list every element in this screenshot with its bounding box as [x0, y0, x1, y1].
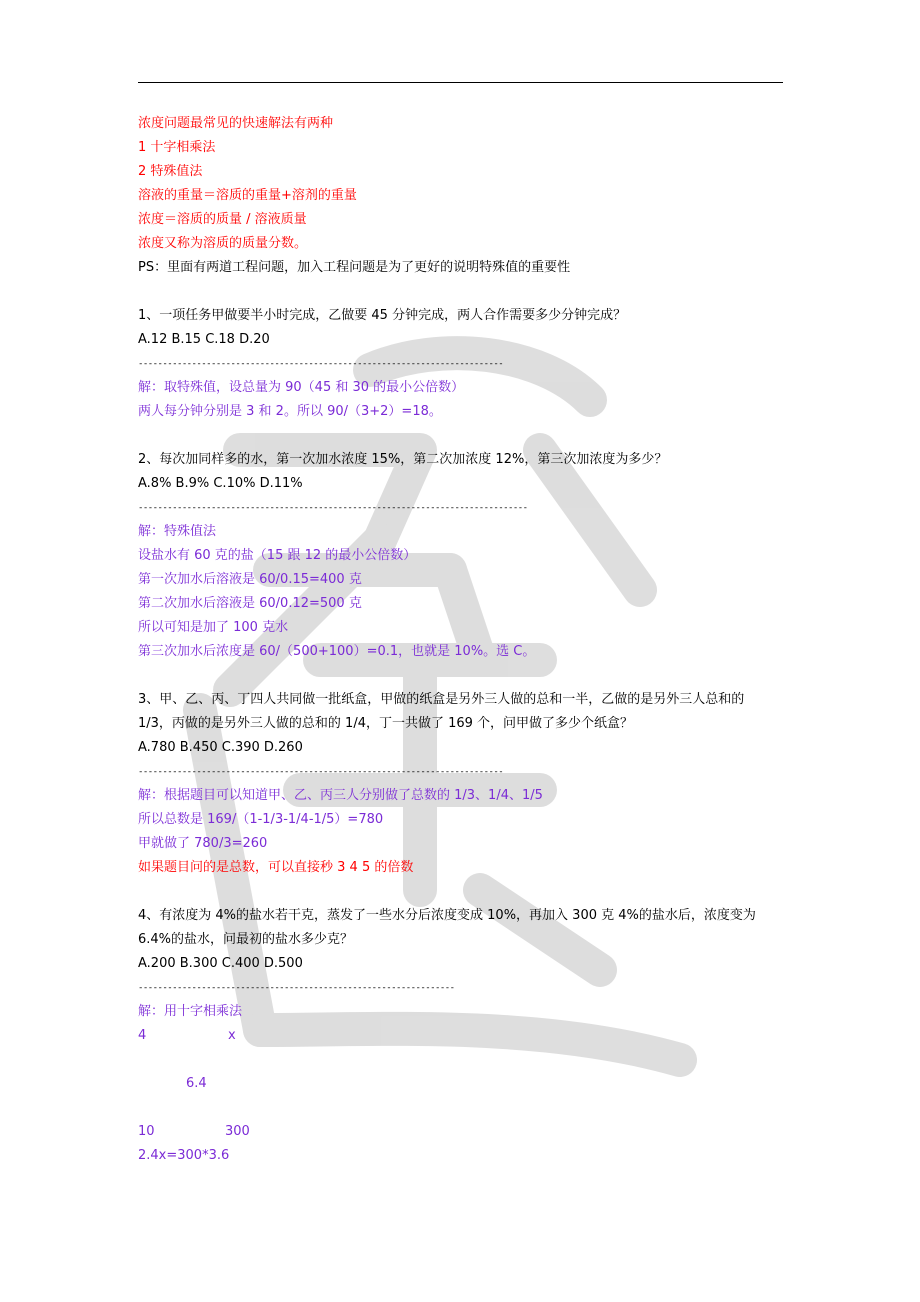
q4-question-line-1: 4、有浓度为 4%的盐水若干克，蒸发了一些水分后浓度变成 10%，再加入 300 克 4%的盐水后，浓度变为 [138, 908, 756, 923]
q3-question-line-2: 1/3，丙做的是另外三人做的总和的 1/4，丁一共做了 169 个，问甲做了多少个纸盒？ [138, 716, 634, 731]
intro-line-6: 浓度又称为溶质的质量分数。 [138, 236, 308, 251]
intro-line-4: 溶液的重量＝溶质的重量+溶剂的重量 [138, 188, 357, 203]
q2-solution-5: 所以可知是加了 100 克水 [138, 620, 289, 635]
header-rule [138, 82, 783, 83]
q2-solution-6: 第三次加水后浓度是 60/（500+100）=0.1，也就是 10%。选 C。 [138, 644, 536, 659]
cross-top-right: x [228, 1028, 236, 1043]
q4-solution-1: 解：用十字相乘法 [138, 1004, 243, 1019]
q3-solution-2: 所以总数是 169/（1-1/3-1/4-1/5）=780 [138, 812, 384, 827]
q1-solution-2: 两人每分钟分别是 3 和 2。所以 90/（3+2）=18。 [138, 404, 442, 419]
q4-equation: 2.4x=300*3.6 [138, 1148, 230, 1163]
q2-divider: -------------------------------------------------------------------------------- [138, 503, 528, 513]
cross-bottom-left: 10 [138, 1124, 155, 1139]
cross-bottom-right: 300 [225, 1124, 250, 1139]
q3-options: A.780 B.450 C.390 D.260 [138, 740, 303, 755]
q4-question-line-2: 6.4%的盐水，问最初的盐水多少克？ [138, 932, 354, 947]
watermark-graphic [120, 330, 720, 1090]
intro-line-3: 2 特殊值法 [138, 164, 203, 179]
q3-question-line-1: 3、甲、乙、丙、丁四人共同做一批纸盒，甲做的纸盒是另外三人做的总和一半，乙做的是另外三人总和的 [138, 692, 745, 707]
q3-divider: --------------------------------------------------------------------------- [138, 767, 504, 777]
q1-options: A.12 B.15 C.18 D.20 [138, 332, 270, 347]
q3-solution-3: 甲就做了 780/3=260 [138, 836, 268, 851]
intro-line-2: 1 十字相乘法 [138, 140, 216, 155]
ps-note: PS：里面有两道工程问题，加入工程问题是为了更好的说明特殊值的重要性 [138, 260, 571, 275]
intro-line-1: 浓度问题最常见的快速解法有两种 [138, 116, 334, 131]
q2-solution-3: 第一次加水后溶液是 60/0.15=400 克 [138, 572, 362, 587]
q1-divider: --------------------------------------------------------------------------- [138, 359, 504, 369]
q1-solution-1: 解：取特殊值，设总量为 90（45 和 30 的最小公倍数） [138, 380, 465, 395]
q2-solution-4: 第二次加水后溶液是 60/0.12=500 克 [138, 596, 362, 611]
intro-line-5: 浓度＝溶质的质量 / 溶液质量 [138, 212, 307, 227]
cross-middle: 6.4 [186, 1076, 207, 1091]
q3-solution-1: 解：根据题目可以知道甲、乙、丙三人分别做了总数的 1/3、1/4、1/5 [138, 788, 543, 803]
q1-question: 1、一项任务甲做要半小时完成，乙做要 45 分钟完成，两人合作需要多少分钟完成？ [138, 308, 627, 323]
q2-solution-2: 设盐水有 60 克的盐（15 跟 12 的最小公倍数） [138, 548, 417, 563]
q3-tip: 如果题目问的是总数，可以直接秒 3 4 5 的倍数 [138, 860, 414, 875]
q2-solution-1: 解：特殊值法 [138, 524, 217, 539]
q4-divider: ----------------------------------------------------------------- [138, 983, 455, 993]
q4-options: A.200 B.300 C.400 D.500 [138, 956, 303, 971]
cross-top-left: 4 [138, 1028, 147, 1043]
q2-question: 2、每次加同样多的水，第一次加水浓度 15%，第二次加浓度 12%，第三次加浓度为多少？ [138, 452, 668, 467]
q2-options: A.8% B.9% C.10% D.11% [138, 476, 303, 491]
